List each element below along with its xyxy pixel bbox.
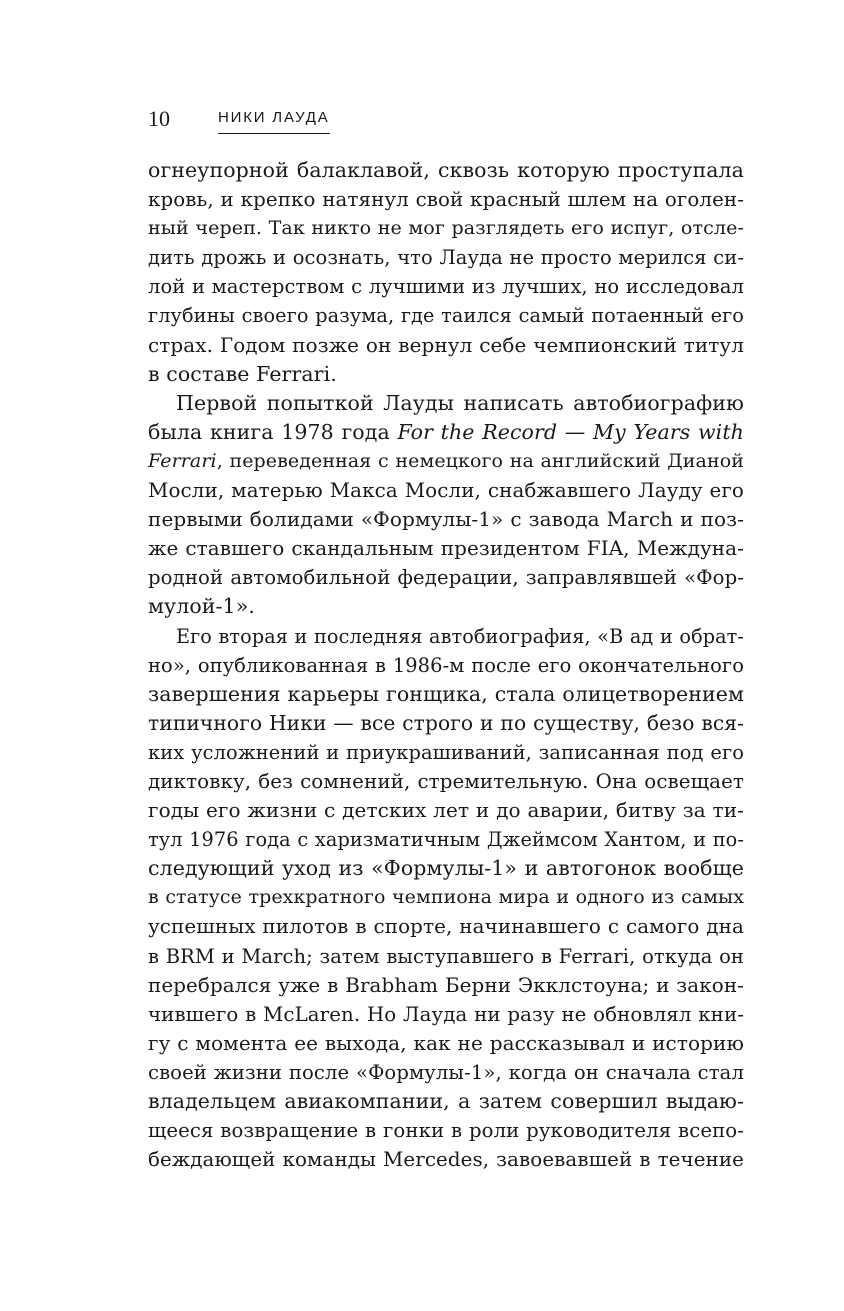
text-line: первыми болидами «Формулы-1» с завода March и поз- (148, 507, 744, 532)
text-line: щееся возвращение в гонки в роли руководителя всепо- (148, 1119, 744, 1143)
text-fragment: , переведенная с немецкого на английский Дианой (216, 449, 744, 472)
text-line: в статусе трехкратного чемпиона мира и одного из самых (148, 886, 744, 909)
text-line: гу с момента ее выхода, как не рассказывал и историю (148, 1030, 744, 1055)
page-number: 10 (148, 106, 170, 131)
text-line: кровь, и крепко натянул свой красный шлем на оголен- (148, 188, 744, 212)
text-line: дить дрожь и осознать, что Лауда не просто мерился си- (148, 246, 744, 270)
text-line: своей жизни после «Формулы-1», когда он сначала стал (148, 1060, 744, 1084)
running-title: НИКИ ЛАУДА (218, 108, 330, 134)
text-line: следующий уход из «Формулы-1» и автогонок вообще (148, 856, 744, 881)
text-line: завершения карьеры гонщика, стала олицетворением (148, 681, 744, 706)
text-line: но», опубликованная в 1986-м после его окончательного (148, 653, 744, 677)
text-line: огнеупорной балаклавой, сквозь которую проступала (148, 158, 744, 182)
text-line: тул 1976 года с харизматичным Джеймсом Хантом, и по- (148, 828, 744, 852)
text-line: в BRM и March; затем выступавшего в Ferrari, откуда он (148, 944, 744, 968)
text-line: ный череп. Так никто не мог разглядеть его испуг, отсле- (148, 217, 744, 240)
text-line: лой и мастерством с лучшими из лучших, но исследовал (148, 275, 744, 299)
text-fragment: была книга 1978 года (148, 419, 398, 444)
text-line: родной автомобильной федерации, заправлявшей «Фор- (148, 566, 744, 590)
text-line: Его вторая и последняя автобиография, «В ад и обрат- (176, 624, 744, 648)
text-line: диктовку, без сомнений, стремительную. Она освещает (148, 769, 744, 793)
text-line: чившего в McLaren. Но Лауда ни разу не обновлял кни- (148, 1002, 744, 1026)
text-line: годы его жизни с детских лет и до аварии, битву за ти- (148, 798, 744, 823)
text-line (148, 418, 744, 447)
book-title-italic: Ferrari (148, 449, 217, 472)
text-line: Первой попыткой Лауды написать автобиографию (176, 390, 744, 415)
text-line: страх. Годом позже он вернул себе чемпионский титул (148, 332, 744, 357)
text-line: перебрался уже в Brabham Берни Экклстоуна; и закон- (148, 973, 744, 997)
text-line: же ставшего скандальным президентом FIA, Междуна- (148, 536, 744, 561)
text-line: беждающей команды Mercedes, завоевавшей в течение (148, 1148, 744, 1172)
text-line (148, 447, 744, 476)
body-text (148, 156, 744, 1174)
text-line: типичного Ники — все строго и по существу, безо вся- (148, 710, 744, 735)
text-line: в составе Ferrari. (148, 361, 337, 386)
text-line: успешных пилотов в спорте, начинавшего с самого дна (148, 915, 744, 939)
running-header (148, 106, 748, 136)
text-line: Мосли, матерью Макса Мосли, снабжавшего Лауду его (148, 479, 744, 503)
text-line: глубины своего разума, где таился самый потаенный его (148, 304, 744, 328)
text-line: мулой-1». (148, 594, 255, 619)
text-line: владельцем авиакомпании, а затем совершил выдаю- (148, 1089, 744, 1113)
book-title-italic: For the Record — My Years with (397, 419, 744, 444)
text-line: ких усложнений и приукрашиваний, записанная под его (148, 740, 744, 764)
